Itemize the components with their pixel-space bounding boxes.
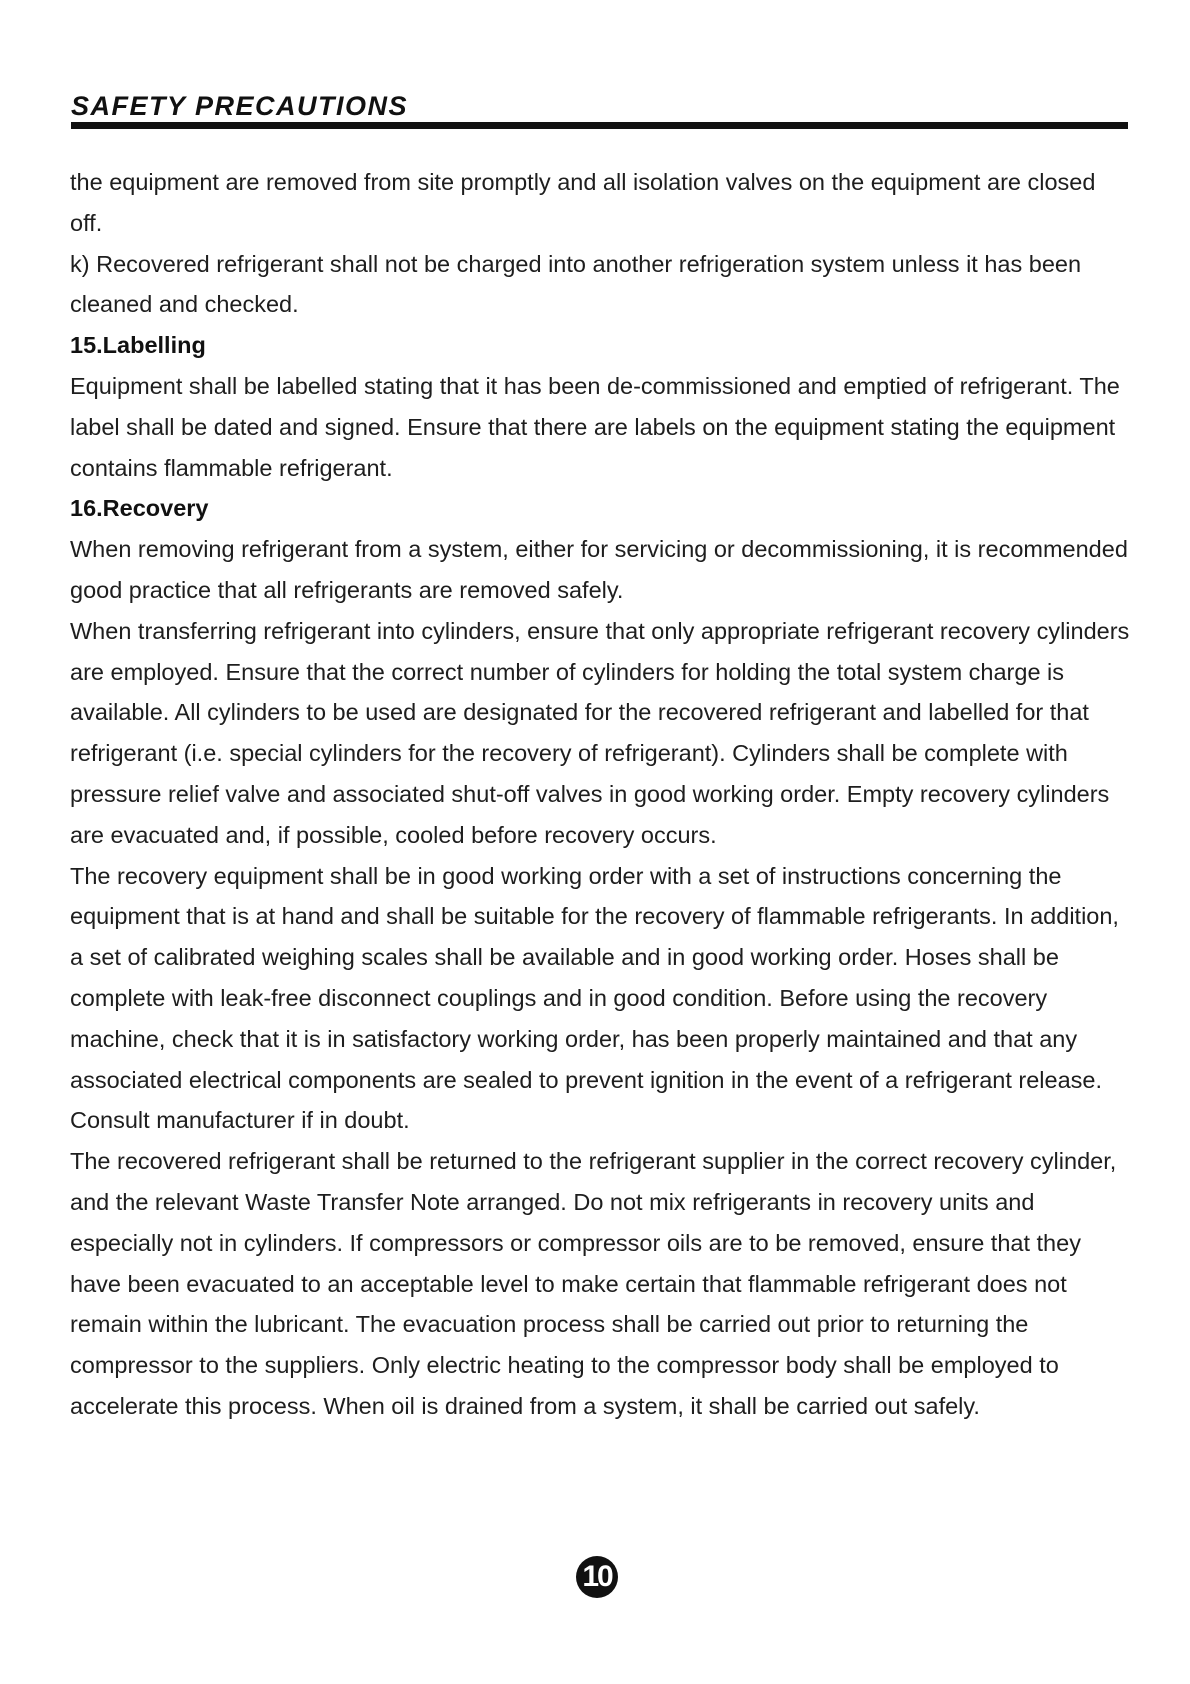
heading-recovery: 16.Recovery [70, 495, 209, 522]
heading-labelling: 15.Labelling [70, 332, 206, 359]
document-body [70, 162, 1130, 1427]
paragraph-recovery-intro: When removing refrigerant from a system, either for servicing or decommissioning, it is recommended good practice that all refrigerants are removed safely. [70, 536, 1128, 603]
paragraph-recovery-equipment: The recovery equipment shall be in good working order with a set of instructions concerning the equipment that is at hand and shall be suitable for the recovery of flammable refrigerants. In addition, a set of calibrated weighing scales shall be available and in good working order. Hoses shall be complete with leak-free disconnect couplings and in good condition. Before using the recovery machine, check that it is in satisfactory working order, has been properly maintained and that any associated electrical components are sealed to prevent ignition in the event of a refrigerant release. Consult manufacturer if in doubt. [70, 862, 1119, 1134]
paragraph-recovery-return: The recovered refrigerant shall be returned to the refrigerant supplier in the correct recovery cylinder, and the relevant Waste Transfer Note arranged. Do not mix refrigerants in recovery units and especially not in cylinders. If compressors or compressor oils are to be removed, ensure that they have been evacuated to an acceptable level to make certain that flammable refrigerant does not remain within the lubricant. The evacuation process shall be carried out prior to returning the compressor to the suppliers. Only electric heating to the compressor body shall be employed to accelerate this process. When oil is drained from a system, it shall be carried out safely. [70, 1148, 1117, 1419]
page-number-badge: 10 [576, 1556, 618, 1598]
paragraph-continuation: the equipment are removed from site promptly and all isolation valves on the equipment are closed off. [70, 169, 1096, 236]
header-divider [71, 122, 1128, 129]
paragraph-item-k: k) Recovered refrigerant shall not be charged into another refrigeration system unless it has been cleaned and checked. [70, 250, 1082, 318]
paragraph-labelling: Equipment shall be labelled stating that it has been de-commissioned and emptied of refrigerant. The label shall be dated and signed. Ensure that there are labels on the equipment stating the equipment contains flammable refrigerant. [70, 372, 1120, 481]
section-title: SAFETY PRECAUTIONS [71, 91, 409, 121]
paragraph-recovery-cylinders: When transferring refrigerant into cylinders, ensure that only appropriate refrigerant recovery cylinders are employed. Ensure that the correct number of cylinders for holding the total system charge is available. All cylinders to be used are designated for the recovered refrigerant and labelled for that refrigerant (i.e. special cylinders for the recovery of refrigerant). Cylinders shall be complete with pressure relief valve and associated shut-off valves in good working order. Empty recovery cylinders are evacuated and, if possible, cooled before recovery occurs. [70, 617, 1130, 848]
